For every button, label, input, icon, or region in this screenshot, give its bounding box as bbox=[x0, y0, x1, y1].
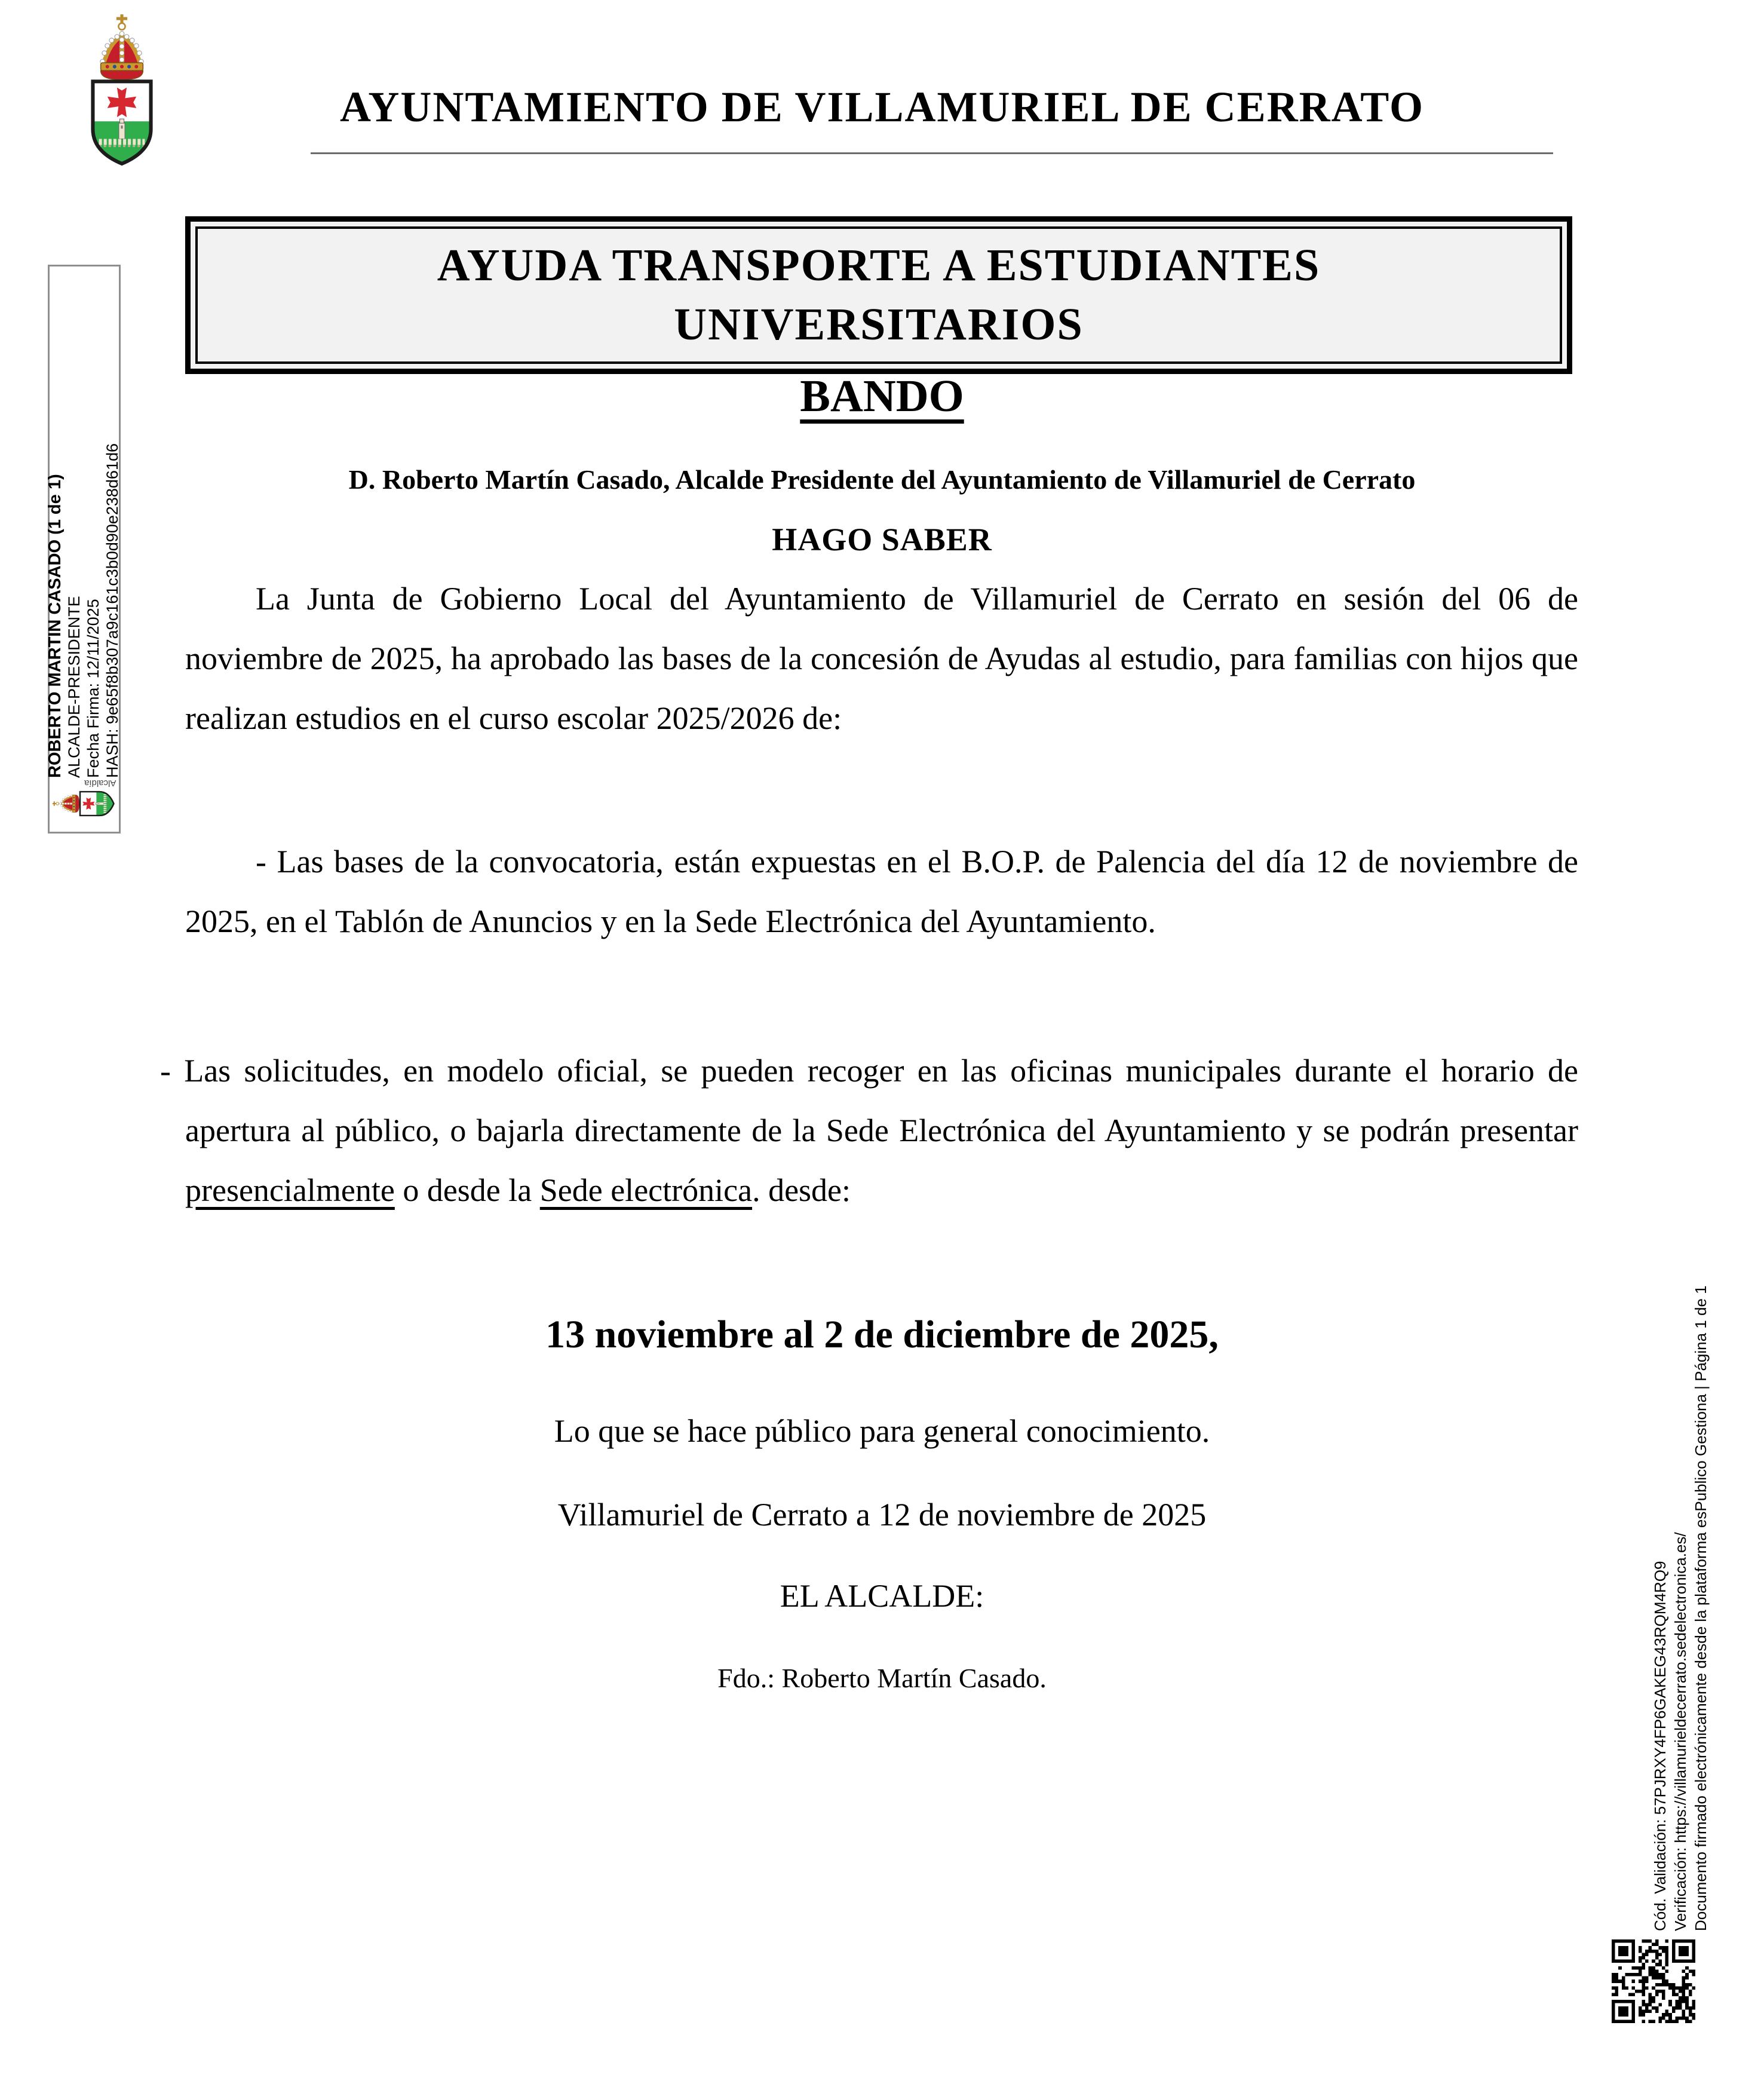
paragraph-solicitudes bbox=[160, 1041, 1578, 1220]
signer-title-line: EL ALCALDE: bbox=[780, 1578, 984, 1614]
signature-stamp-content bbox=[45, 306, 122, 820]
notice-title-line2: UNIVERSITARIOS bbox=[674, 299, 1084, 350]
document-heading-text: BANDO bbox=[800, 371, 964, 421]
paragraph-bases: - Las bases de la convocatoria, están expuestas en el B.O.P. de Palencia del día 12 de noviembre de 2025, en el Tablón de Anuncios y en la Sede Electrónica del Ayuntamiento. bbox=[185, 844, 1578, 939]
date-range-line: 13 noviembre al 2 de diciembre de 2025, bbox=[545, 1313, 1219, 1356]
public-notice-line: Lo que se hace público para general conocimiento. bbox=[554, 1413, 1210, 1449]
underlined-sede-electronica: Sede electrónica bbox=[539, 1172, 753, 1208]
stamp-signer-role: ALCALDE-PRESIDENTE bbox=[65, 596, 84, 778]
page-title: AYUNTAMIENTO DE VILLAMURIEL DE CERRATO bbox=[339, 83, 1424, 131]
stamp-signer-name: ROBERTO MARTIN CASADO (1 de 1) bbox=[45, 474, 65, 778]
notice-title-box bbox=[185, 216, 1572, 374]
hago-saber-heading: HAGO SABER bbox=[772, 522, 992, 557]
alcaldia-label: Alcaldía bbox=[84, 778, 116, 788]
presenter-line: D. Roberto Martín Casado, Alcalde Presidente del Ayuntamiento de Villamuriel de Cerrato bbox=[348, 464, 1416, 495]
notice-title bbox=[195, 226, 1562, 364]
document-heading bbox=[0, 370, 1764, 422]
stamp-sign-date: Fecha Firma: 12/11/2025 bbox=[84, 599, 103, 778]
signature-stamp-box bbox=[45, 265, 122, 834]
underlined-presencialmente: presencialmente bbox=[185, 1172, 395, 1208]
header-divider bbox=[311, 152, 1553, 154]
platform-line: Documento firmado electrónicamente desde la plataforma esPublico Gestiona | Página 1 de 1 bbox=[1692, 1285, 1710, 1931]
verification-metadata bbox=[1650, 1273, 1712, 1931]
paragraph-approval: La Junta de Gobierno Local del Ayuntamiento de Villamuriel de Cerrato en sesión del 06 de noviembre de 2025, ha aprobado las bases de la concesión de Ayudas al estudio, para familias con hijos que realizan estudios en el curso escolar 2025/2026 de: bbox=[185, 581, 1578, 736]
signature-stamp-lines bbox=[45, 443, 122, 778]
stamp-hash: HASH: 9e65f8b307a9c161c3b0d90e238d61d6 bbox=[103, 443, 122, 778]
alcaldia-emblem-icon bbox=[52, 787, 115, 820]
paragraph-solicitudes-suffix: . desde: bbox=[752, 1172, 851, 1208]
paragraph-solicitudes-mid: o desde la bbox=[394, 1172, 540, 1208]
notice-title-line1: AYUDA TRANSPORTE A ESTUDIANTES bbox=[437, 240, 1321, 290]
qr-code bbox=[1612, 1939, 1695, 2023]
paragraph-solicitudes-prefix: - Las solicitudes, en modelo oficial, se pueden recoger en las oficinas municipales durante el horario de apertura al público, o bajarla directamente de la Sede Electrónica del Ayuntamiento y se podrán presentar bbox=[160, 1053, 1578, 1148]
place-date-line: Villamuriel de Cerrato a 12 de noviembre de 2025 bbox=[557, 1497, 1207, 1533]
verification-url-line: Verificación: https://villamurieldecerrato.sedelectronica.es/ bbox=[1671, 1532, 1689, 1931]
signature-line: Fdo.: Roberto Martín Casado. bbox=[717, 1663, 1047, 1693]
validation-code-line: Cód. Validación: 57PJRXY4FP6GAKEG43RQM4RQ9 bbox=[1651, 1561, 1669, 1931]
